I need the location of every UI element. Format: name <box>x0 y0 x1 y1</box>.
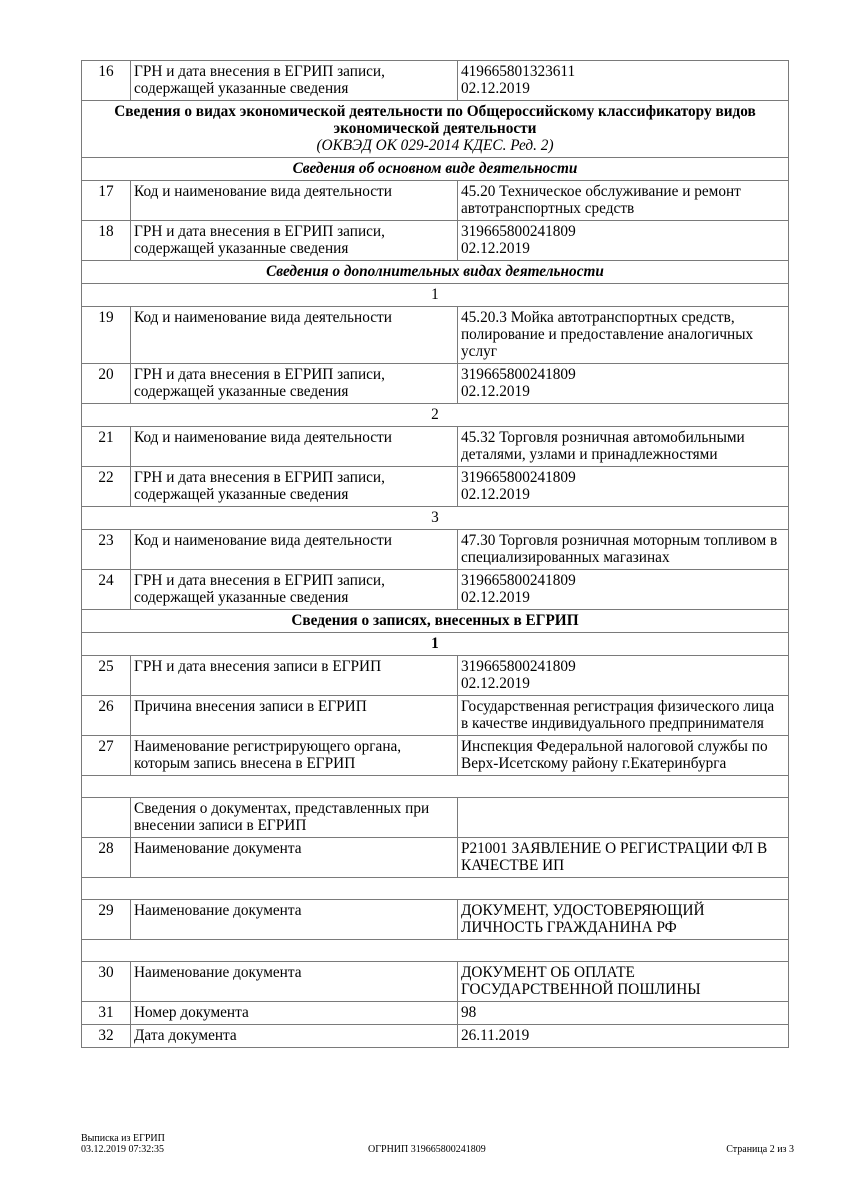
row-label: Причина внесения записи в ЕГРИП <box>131 696 458 736</box>
date-value: 02.12.2019 <box>461 383 530 400</box>
row-label: Код и наименование вида деятельности <box>131 181 458 221</box>
row-value <box>458 656 789 696</box>
grn-value: 319665800241809 <box>461 469 576 486</box>
table-row <box>82 656 789 696</box>
row-label: Код и наименование вида деятельности <box>131 530 458 570</box>
row-label: ГРН и дата внесения в ЕГРИП записи, содержащей указанные сведения <box>131 61 458 101</box>
footer-title: Выписка из ЕГРИП <box>81 1133 165 1144</box>
table-row <box>82 1025 789 1048</box>
row-number: 17 <box>82 181 131 221</box>
row-number: 32 <box>82 1025 131 1048</box>
row-number: 21 <box>82 427 131 467</box>
row-value <box>458 364 789 404</box>
row-number: 22 <box>82 467 131 507</box>
row-value <box>458 61 789 101</box>
okved-subtitle: (ОКВЭД ОК 029-2014 КДЕС. Ред. 2) <box>316 137 554 154</box>
docs-heading-row <box>82 798 789 838</box>
row-label: ГРН и дата внесения в ЕГРИП записи, содержащей указанные сведения <box>131 364 458 404</box>
grn-value: 319665800241809 <box>461 658 576 675</box>
egrip-extract-table <box>81 60 789 1048</box>
date-value: 02.12.2019 <box>461 240 530 257</box>
row-label: ГРН и дата внесения в ЕГРИП записи, содержащей указанные сведения <box>131 467 458 507</box>
row-value: 26.11.2019 <box>458 1025 789 1048</box>
blank-cell <box>82 878 789 900</box>
row-number: 30 <box>82 962 131 1002</box>
main-activity-heading: Сведения об основном виде деятельности <box>82 158 789 181</box>
row-value: ДОКУМЕНТ, УДОСТОВЕРЯЮЩИЙ ЛИЧНОСТЬ ГРАЖДАНИНА РФ <box>458 900 789 940</box>
okved-section-heading <box>82 101 789 158</box>
row-number: 19 <box>82 307 131 364</box>
group-index-row <box>82 284 789 307</box>
group-index-row <box>82 633 789 656</box>
row-number: 20 <box>82 364 131 404</box>
row-label: ГРН и дата внесения в ЕГРИП записи, содержащей указанные сведения <box>131 221 458 261</box>
row-number: 26 <box>82 696 131 736</box>
table-row <box>82 530 789 570</box>
row-value: 47.30 Торговля розничная моторным топливом в специализированных магазинах <box>458 530 789 570</box>
row-value: 45.20 Техническое обслуживание и ремонт автотранспортных средств <box>458 181 789 221</box>
table-row <box>82 427 789 467</box>
table-row <box>82 570 789 610</box>
row-label: ГРН и дата внесения записи в ЕГРИП <box>131 656 458 696</box>
row-label: Наименование документа <box>131 838 458 878</box>
group-index-row <box>82 404 789 427</box>
row-label: Код и наименование вида деятельности <box>131 307 458 364</box>
row-number-empty <box>82 798 131 838</box>
row-label: ГРН и дата внесения в ЕГРИП записи, содержащей указанные сведения <box>131 570 458 610</box>
row-value: 45.20.3 Мойка автотранспортных средств, полирование и предоставление аналогичных услуг <box>458 307 789 364</box>
row-number: 31 <box>82 1002 131 1025</box>
table-row <box>82 467 789 507</box>
table-row <box>82 364 789 404</box>
subheading-row <box>82 158 789 181</box>
table-row <box>82 181 789 221</box>
footer-ogrnip: ОГРНИП 319665800241809 <box>368 1144 486 1155</box>
table-row <box>82 1002 789 1025</box>
row-number: 24 <box>82 570 131 610</box>
group-index-row <box>82 507 789 530</box>
grn-value: 319665800241809 <box>461 223 576 240</box>
row-number: 16 <box>82 61 131 101</box>
row-label: Номер документа <box>131 1002 458 1025</box>
blank-row <box>82 776 789 798</box>
date-value: 02.12.2019 <box>461 589 530 606</box>
group-index: 3 <box>82 507 789 530</box>
table-row <box>82 838 789 878</box>
row-number: 25 <box>82 656 131 696</box>
footer-datetime: 03.12.2019 07:32:35 <box>81 1144 165 1155</box>
table-row <box>82 307 789 364</box>
table-row <box>82 696 789 736</box>
group-index: 1 <box>82 284 789 307</box>
table-row <box>82 221 789 261</box>
row-label: Код и наименование вида деятельности <box>131 427 458 467</box>
table-row <box>82 900 789 940</box>
docs-heading-value-empty <box>458 798 789 838</box>
blank-cell <box>82 776 789 798</box>
row-label: Наименование регистрирующего органа, которым запись внесена в ЕГРИП <box>131 736 458 776</box>
date-value: 02.12.2019 <box>461 675 530 692</box>
table-row <box>82 736 789 776</box>
row-number: 28 <box>82 838 131 878</box>
row-label: Дата документа <box>131 1025 458 1048</box>
footer-page-number: Страница 2 из 3 <box>726 1144 794 1155</box>
additional-activity-heading: Сведения о дополнительных видах деятельности <box>82 261 789 284</box>
row-value: Государственная регистрация физического лица в качестве индивидуального предпринимателя <box>458 696 789 736</box>
row-number: 23 <box>82 530 131 570</box>
docs-heading-label: Сведения о документах, представленных при внесении записи в ЕГРИП <box>131 798 458 838</box>
row-value: Р21001 ЗАЯВЛЕНИЕ О РЕГИСТРАЦИИ ФЛ В КАЧЕСТВЕ ИП <box>458 838 789 878</box>
row-value <box>458 467 789 507</box>
group-index: 2 <box>82 404 789 427</box>
blank-row <box>82 940 789 962</box>
blank-row <box>82 878 789 900</box>
row-value: ДОКУМЕНТ ОБ ОПЛАТЕ ГОСУДАРСТВЕННОЙ ПОШЛИНЫ <box>458 962 789 1002</box>
footer-left <box>81 1133 165 1155</box>
row-value <box>458 221 789 261</box>
grn-value: 319665800241809 <box>461 572 576 589</box>
okved-title: Сведения о видах экономической деятельности по Общероссийскому классификатору видов экономической деятельности <box>114 103 756 137</box>
table-body <box>82 61 789 1048</box>
row-value: 98 <box>458 1002 789 1025</box>
row-number: 27 <box>82 736 131 776</box>
table-row <box>82 61 789 101</box>
date-value: 02.12.2019 <box>461 80 530 97</box>
subheading-row <box>82 261 789 284</box>
row-value: 45.32 Торговля розничная автомобильными деталями, узлами и принадлежностями <box>458 427 789 467</box>
row-value: Инспекция Федеральной налоговой службы по Верх-Исетскому району г.Екатеринбурга <box>458 736 789 776</box>
blank-cell <box>82 940 789 962</box>
grn-value: 419665801323611 <box>461 63 576 80</box>
row-label: Наименование документа <box>131 962 458 1002</box>
table-row <box>82 962 789 1002</box>
section-heading-row <box>82 101 789 158</box>
row-value <box>458 570 789 610</box>
record-index: 1 <box>82 633 789 656</box>
date-value: 02.12.2019 <box>461 486 530 503</box>
section-heading-row <box>82 610 789 633</box>
row-number: 29 <box>82 900 131 940</box>
row-number: 18 <box>82 221 131 261</box>
row-label: Наименование документа <box>131 900 458 940</box>
records-heading: Сведения о записях, внесенных в ЕГРИП <box>82 610 789 633</box>
grn-value: 319665800241809 <box>461 366 576 383</box>
